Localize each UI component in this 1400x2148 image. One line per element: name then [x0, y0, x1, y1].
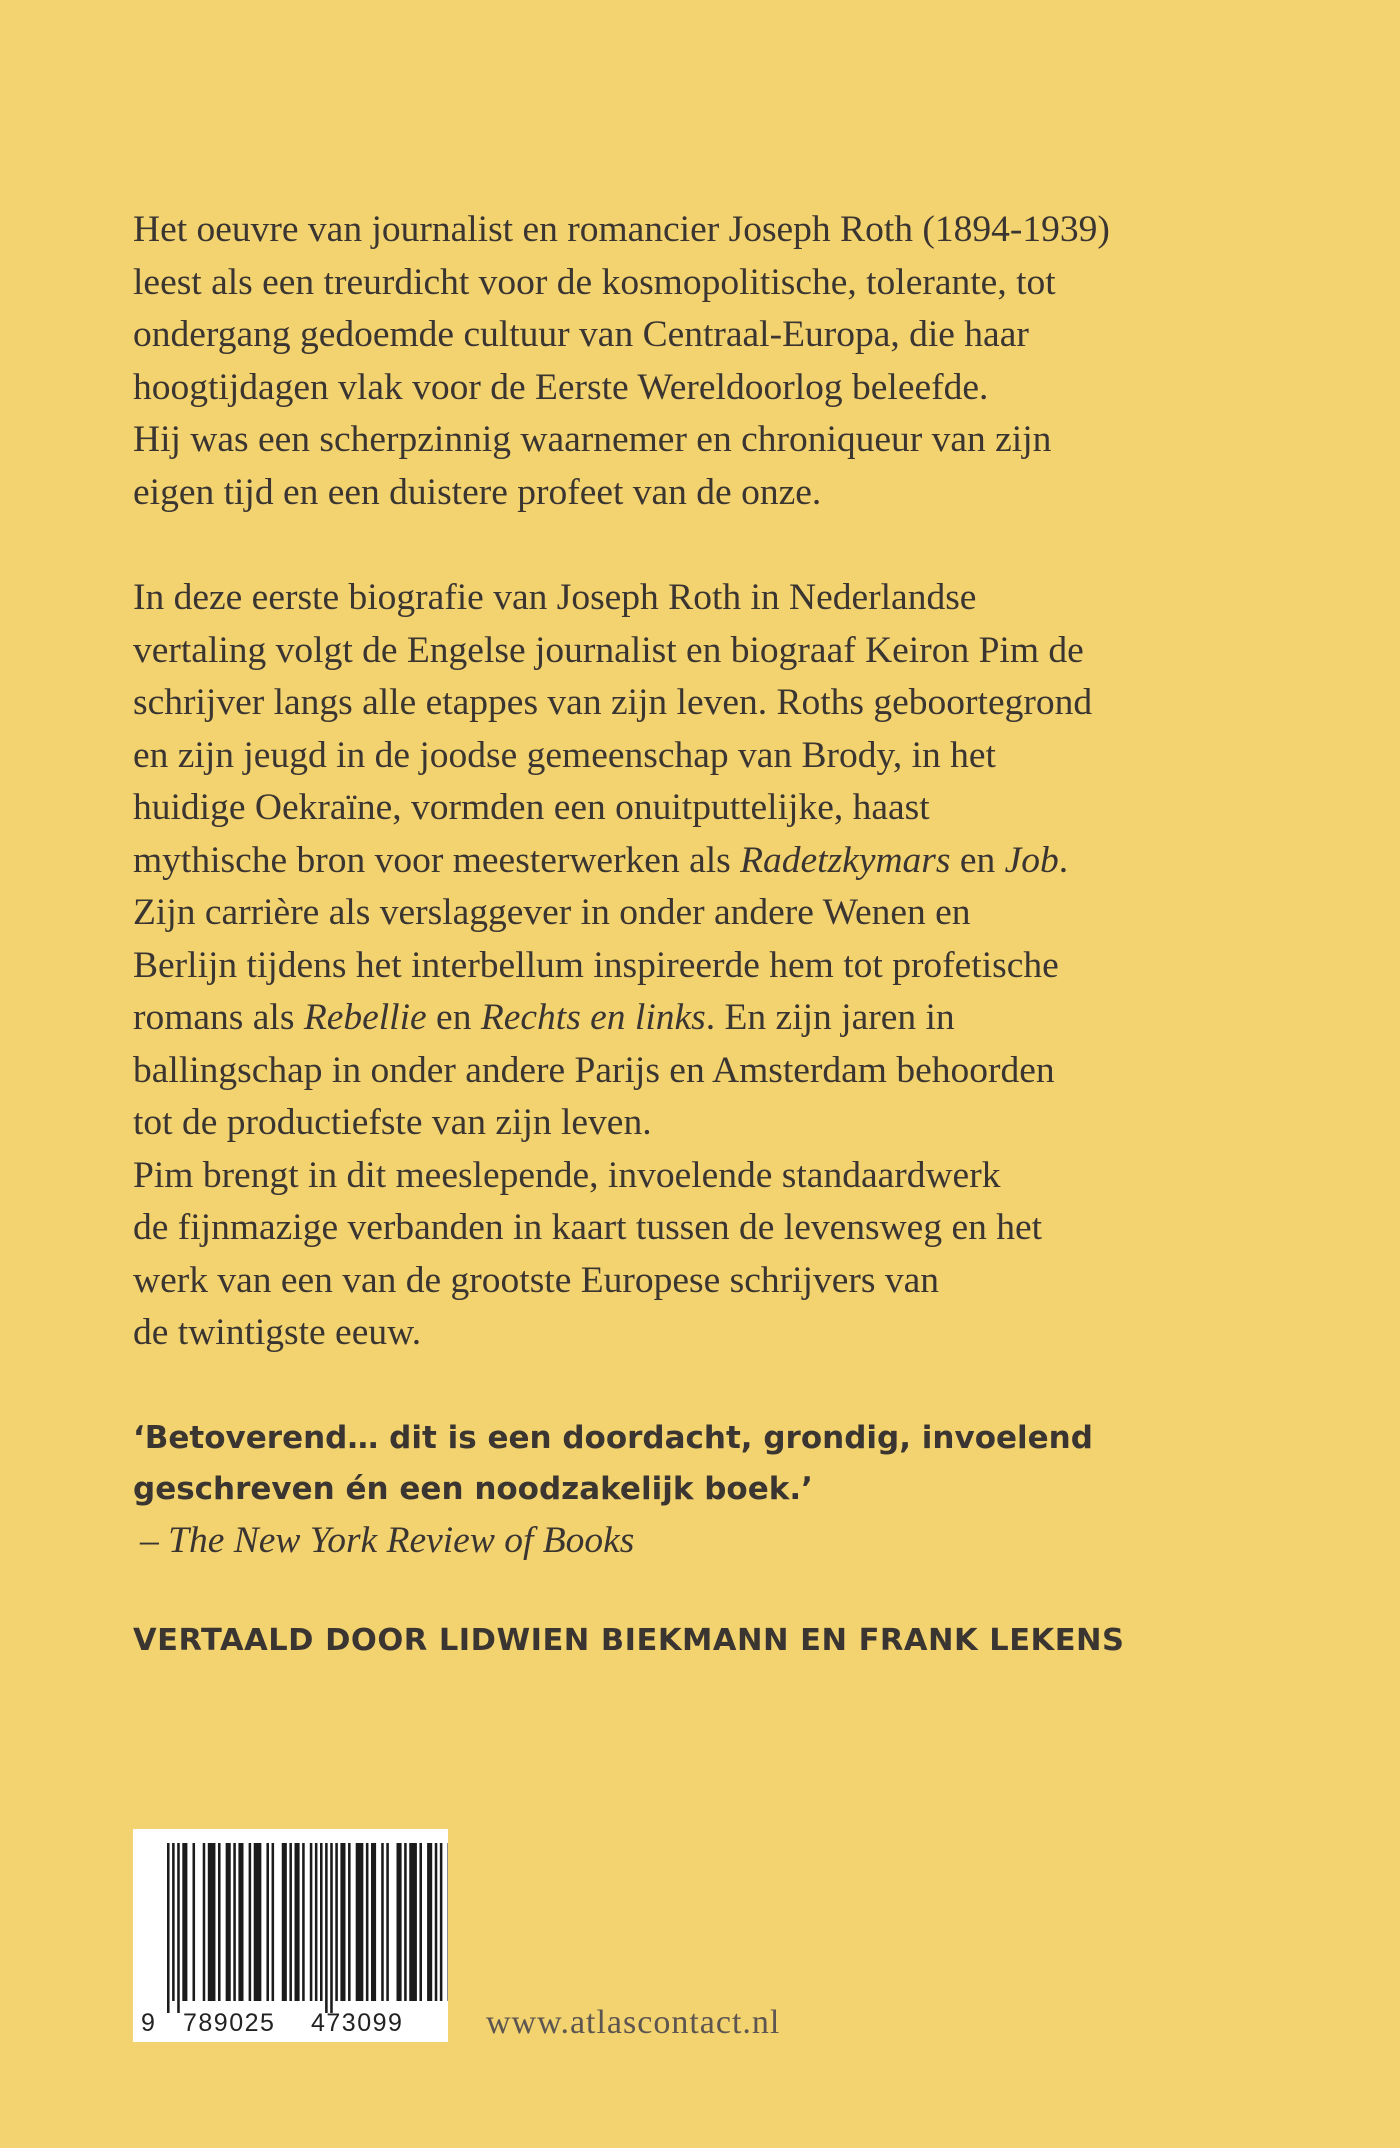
barcode-bar	[182, 1843, 187, 2001]
barcode-bar	[233, 1843, 236, 2001]
blurb-line: vertaling volgt de Engelse journalist en biograaf Keiron Pim de	[133, 629, 1084, 671]
barcode-bar	[320, 1843, 323, 2001]
book-title-radetzkymars: Radetzkymars	[740, 839, 951, 881]
barcode-bar	[340, 1843, 345, 2001]
review-source-dash: –	[140, 1520, 169, 1561]
review-quote	[133, 1413, 1233, 1515]
book-title-rebellie: Rebellie	[303, 997, 427, 1038]
blurb-line: eigen tijd en een duistere profeet van de onze.	[133, 471, 822, 513]
barcode-bar	[272, 1843, 275, 2001]
barcode-bar	[177, 1843, 180, 2013]
review-quote-line: ‘Betoverend… dit is een doordacht, grondig, invoelend	[133, 1420, 1093, 1456]
barcode-bar	[448, 1843, 449, 2001]
barcode-bar	[440, 1843, 443, 2001]
barcode-digit-first: 9	[141, 2009, 155, 2037]
barcode-bar	[397, 1843, 402, 2001]
book-title-rechts-en-links: Rechts en links	[480, 997, 706, 1038]
barcode-bar	[427, 1843, 432, 2001]
publisher-website: www.atlascontact.nl	[486, 2004, 781, 2041]
barcode-bar	[295, 1843, 300, 2001]
barcode-bar	[310, 1843, 313, 2001]
barcode-bar	[302, 1843, 305, 2001]
blurb-line: hoogtijdagen vlak voor de Eerste Wereldoorlog beleefde.	[133, 366, 989, 408]
blurb-text: romans als	[133, 997, 304, 1038]
barcode-bar	[218, 1843, 221, 2001]
blurb-text: en	[426, 997, 481, 1038]
blurb-paragraph-intro	[133, 204, 1233, 519]
barcode-bar	[404, 1843, 407, 2001]
blurb-line: leest als een treurdicht voor de kosmopolitische, tolerante, tot	[133, 261, 1056, 303]
barcode-graphic	[133, 1829, 448, 2042]
barcode-bars	[167, 1843, 448, 2013]
blurb-line: ballingschap in onder andere Parijs en Amsterdam behoorden	[133, 1049, 1055, 1091]
barcode-bar	[325, 1843, 328, 2013]
barcode-bar	[335, 1843, 338, 2001]
barcode-digits-left: 789025	[183, 2009, 276, 2037]
barcode-bar	[167, 1843, 170, 2013]
review-quote-line: geschreven én een noodzakelijk boek.’	[133, 1471, 813, 1507]
barcode-bar	[371, 1843, 376, 2001]
barcode-bar	[330, 1843, 333, 2013]
blurb-line: en zijn jeugd in de joodse gemeenschap van Brody, in het	[133, 734, 996, 776]
review-source-title: The New York Review of Books	[168, 1520, 635, 1561]
translators-credit: VERTAALD DOOR LIDWIEN BIEKMANN EN FRANK LEKENS	[133, 1623, 1125, 1658]
blurb-line: huidige Oekraïne, vormden een onuitputtelijke, haast	[133, 787, 930, 828]
blurb-line: tot de productiefste van zijn leven.	[133, 1102, 652, 1143]
barcode-bar	[193, 1843, 196, 2001]
blurb-line: Zijn carrière als verslaggever in onder andere Wenen en	[133, 892, 971, 933]
blurb-line-with-titles	[133, 835, 1233, 888]
blurb-line: de fijnmazige verbanden in kaart tussen de levensweg en het	[133, 1207, 1043, 1248]
blurb-paragraph-biography	[133, 572, 1233, 1360]
blurb-line: In deze eerste biografie van Joseph Roth in Nederlandse	[133, 577, 977, 618]
barcode-bar	[435, 1843, 438, 2001]
blurb-text: mythische bron voor meesterwerken als	[133, 839, 741, 881]
blurb-line: Hij was een scherpzinnig waarnemer en chroniqueur van zijn	[133, 419, 1052, 460]
barcode-bar	[254, 1843, 262, 2001]
barcode-bar	[238, 1843, 243, 2001]
book-title-job: Job	[1004, 839, 1059, 881]
barcode-digits-right: 473099	[311, 2009, 404, 2037]
barcode-bar	[366, 1843, 369, 2001]
barcode-bar	[348, 1843, 351, 2001]
barcode-bar	[208, 1843, 216, 2001]
blurb-line: schrijver langs alle etappes van zijn leven. Roths geboortegrond	[133, 682, 1093, 723]
blurb-text: . En zijn jaren in	[705, 997, 955, 1038]
blurb-text: en	[950, 839, 1005, 881]
barcode-bar	[226, 1843, 231, 2001]
barcode-bar	[386, 1843, 389, 2001]
barcode-bar	[266, 1843, 269, 2001]
barcode-bar	[282, 1843, 287, 2001]
barcode-bar	[172, 1843, 175, 2001]
blurb-line: Berlijn tijdens het interbellum inspireerde hem tot profetische	[133, 944, 1059, 986]
blurb-line: werk van een van de grootste Europese schrijvers van	[133, 1259, 939, 1301]
barcode-bar	[315, 1843, 318, 2001]
blurb-line-with-titles	[133, 992, 1233, 1045]
blurb-line: de twintigste eeuw.	[133, 1312, 422, 1353]
blurb-line: ondergang gedoemde cultuur van Centraal-Europa, die haar	[133, 314, 1029, 355]
review-source	[140, 1515, 634, 1567]
barcode-bar	[203, 1843, 206, 2001]
blurb-line: Pim brengt in dit meeslepende, invoelende standaardwerk	[133, 1154, 1001, 1196]
barcode-bar	[289, 1843, 292, 2001]
barcode-bar	[356, 1843, 364, 2001]
isbn-barcode	[133, 1829, 448, 2042]
barcode-bar	[419, 1843, 422, 2001]
blurb-text: .	[1058, 839, 1069, 881]
barcode-bar	[409, 1843, 417, 2001]
blurb-line: Het oeuvre van journalist en romancier Joseph Roth (1894-1939)	[133, 209, 1110, 250]
barcode-bar	[249, 1843, 252, 2001]
barcode-bar	[381, 1843, 384, 2001]
